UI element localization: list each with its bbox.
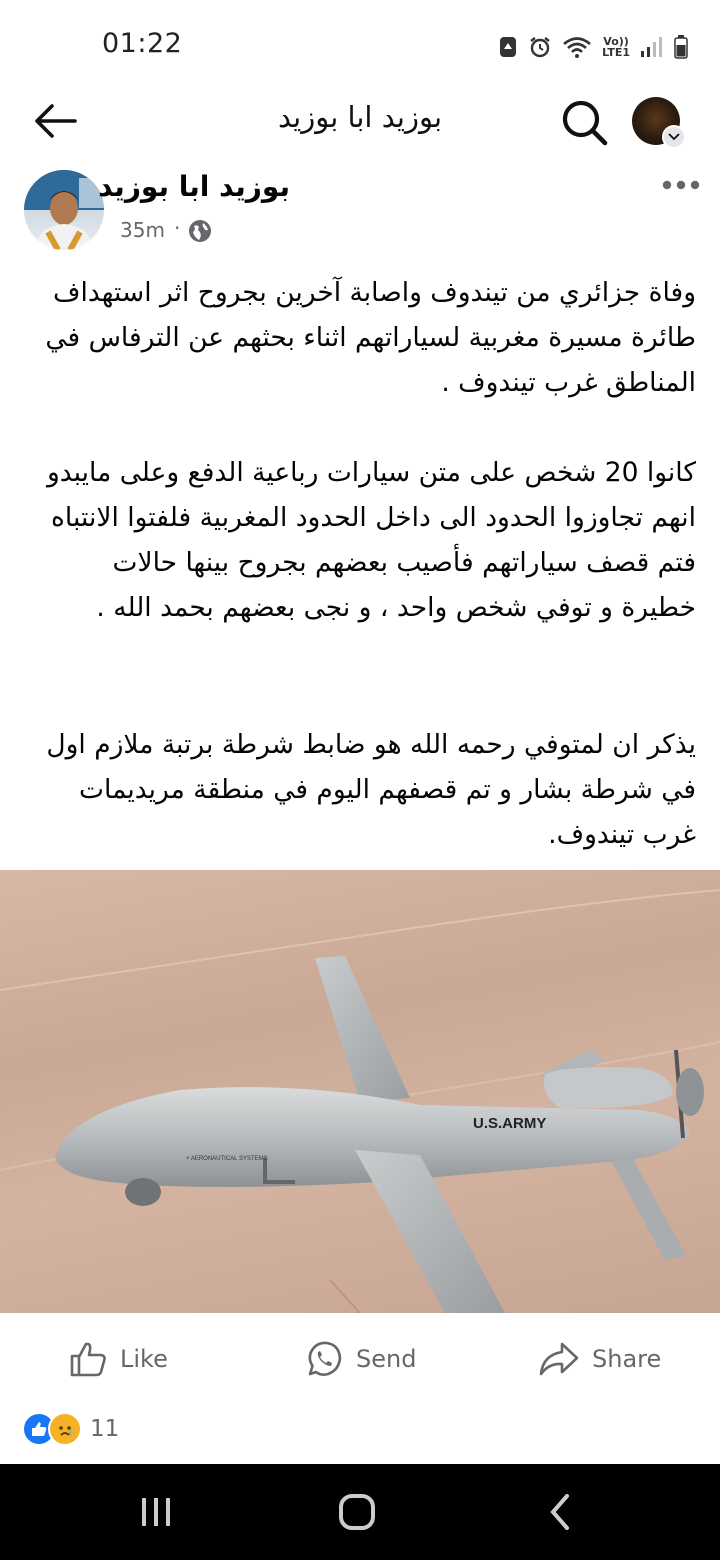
lte-label: LTE1 bbox=[602, 46, 630, 59]
like-button[interactable] bbox=[68, 1335, 168, 1383]
author-photo bbox=[24, 170, 104, 250]
share-button[interactable] bbox=[538, 1335, 661, 1383]
system-back-button[interactable] bbox=[530, 1486, 590, 1538]
post-timestamp[interactable]: 35m bbox=[120, 218, 165, 242]
profile-avatar[interactable] bbox=[632, 97, 680, 145]
thumbs-up-icon bbox=[68, 1339, 108, 1379]
recent-apps-icon bbox=[138, 1494, 174, 1530]
more-options-button[interactable] bbox=[660, 175, 702, 195]
send-label: Send bbox=[356, 1345, 417, 1373]
search-icon bbox=[558, 96, 610, 148]
page-title: بوزيد ابا بوزيد bbox=[277, 100, 443, 134]
lte-indicator bbox=[602, 36, 630, 58]
volte-label: Vo)) bbox=[603, 35, 629, 48]
system-nav-bar bbox=[0, 1464, 720, 1560]
drone-illustration bbox=[0, 870, 720, 1313]
reactions-summary[interactable] bbox=[22, 1412, 119, 1446]
send-button[interactable] bbox=[304, 1335, 416, 1383]
chevron-left-icon bbox=[545, 1492, 575, 1532]
battery-icon bbox=[674, 35, 688, 59]
author-name[interactable]: بوزيد ابا بوزيد bbox=[98, 170, 290, 203]
signal-icon bbox=[640, 36, 664, 58]
status-icons bbox=[498, 32, 688, 62]
sad-reaction-icon bbox=[48, 1412, 82, 1446]
author-avatar[interactable] bbox=[24, 170, 104, 250]
fuselage-small-marking: + AERONAUTICAL SYSTEMS bbox=[186, 1156, 268, 1162]
post-paragraph: يذكر ان لمتوفي رحمه الله هو ضابط شرطة برتبة ملازم اول في شرطة بشار و تم قصفهم اليوم في منطقة مريديمات غرب تيندوف. bbox=[46, 729, 696, 850]
reaction-count: 11 bbox=[90, 1416, 120, 1442]
whatsapp-icon bbox=[304, 1339, 344, 1379]
like-label: Like bbox=[120, 1345, 168, 1373]
fuselage-marking: U.S.ARMY bbox=[473, 1115, 547, 1132]
wifi-icon bbox=[562, 35, 592, 59]
more-dots-icon bbox=[660, 175, 702, 195]
alarm-icon bbox=[528, 35, 552, 59]
globe-icon bbox=[188, 219, 212, 243]
recycle-notification-icon bbox=[498, 35, 518, 59]
home-icon bbox=[337, 1492, 377, 1532]
separator-dot: · bbox=[174, 216, 181, 240]
back-arrow-icon bbox=[33, 103, 77, 139]
search-button[interactable] bbox=[558, 96, 610, 148]
post-image[interactable] bbox=[0, 870, 720, 1313]
share-label: Share bbox=[592, 1345, 662, 1373]
share-arrow-icon bbox=[538, 1339, 580, 1379]
status-time: 01:22 bbox=[102, 28, 183, 59]
recent-apps-button[interactable] bbox=[126, 1486, 186, 1538]
back-button[interactable] bbox=[30, 98, 80, 144]
post-paragraph: وفاة جزائري من تيندوف واصابة آخرين بجروح اثر استهداف طائرة مسيرة مغربية لسياراتهم اثناء بحثهم عن الترفاس في المناطق غرب تيندوف . bbox=[45, 277, 696, 398]
chevron-down-icon bbox=[662, 125, 686, 149]
post-paragraph: كانوا 20 شخص على متن سيارات رباعية الدفع وعلى مايبدو انهم تجاوزوا الحدود الى داخل الحدود المغربية فلفتوا الانتباه فتم قصف سياراتهم فأصيب بعضهم بجروح بينها حالات خطيرة و توفي شخص واحد ، و نجى بعضهم بحمد الله . bbox=[46, 457, 696, 623]
home-button[interactable] bbox=[327, 1486, 387, 1538]
